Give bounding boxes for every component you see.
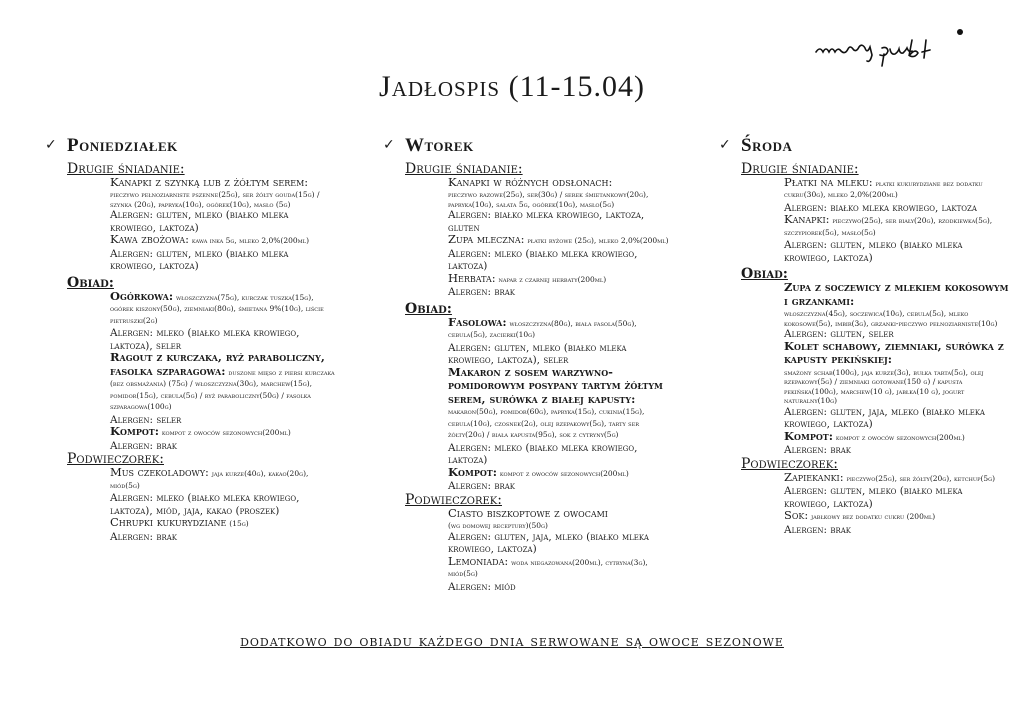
checkmark-icon: ✓	[383, 137, 395, 153]
meal-heading: Podwieczorek:	[67, 451, 164, 467]
menu-item	[448, 464, 673, 481]
allergen-note: Alergen: gluten, mleko (białko mleka krowiego, laktoza), seler	[448, 341, 627, 366]
allergen-note: Alergen: gluten, jaja, mleko (białko mleka krowiego, laktoza)	[448, 530, 649, 555]
ingredients: płatki ryżowe (25g), mleko 2,0%(200ml)	[527, 236, 669, 245]
day-name: Wtorek	[405, 135, 474, 156]
ingredients: pieczywo(25g), ser żółty(20g), ketchup(5g)	[846, 473, 996, 483]
allergen-note: Alergen: brak	[110, 439, 178, 452]
allergen-note: Alergen: brak	[784, 523, 852, 536]
ingredients: (15g)	[229, 519, 249, 528]
allergen-note: Alergen: miód	[448, 580, 516, 593]
menu-item	[784, 510, 1009, 524]
dish-name: Zupa mleczna:	[448, 232, 525, 246]
logo-script-mark	[816, 40, 930, 66]
allergen-note: Alergen: gluten, jaja, mleko (białko mleka krowiego, laktoza)	[784, 405, 985, 430]
allergen-note: Alergen: gluten, mleko (białko mleka krowiego, laktoza)	[110, 209, 289, 234]
day-header	[383, 135, 673, 156]
checkmark-icon: ✓	[719, 137, 731, 153]
menu-item	[110, 467, 335, 492]
dish-name: Makaron z sosem warzywno-pomidorowym posypany tartym żółtym serem, surówka z białej kapusty:	[448, 364, 663, 406]
meal-heading: Podwieczorek:	[741, 455, 838, 472]
ingredients: woda niegazowana(200ml), cytryna(3g), miód(5g)	[448, 557, 648, 578]
ingredients: włoszczyzna(45g), soczewica(10g), cebula(5g), mleko kokosowe(5g), imbir(3g), grzanki-pieczywo pełnoziarniste(10g)	[784, 309, 998, 328]
menu-item	[448, 270, 673, 287]
logo-dot	[957, 29, 963, 35]
menu-item	[110, 426, 335, 440]
dish-name: Kanapki w różnych odsłonach:	[448, 174, 613, 189]
menu-item	[448, 234, 673, 248]
menu-item	[784, 174, 1009, 202]
menu-item	[448, 505, 673, 522]
meal-heading: Podwieczorek:	[405, 491, 502, 508]
menu-item	[448, 364, 673, 442]
meal-heading: Drugie śniadanie:	[405, 160, 523, 177]
meal-heading: Obiad:	[741, 266, 788, 282]
menu-item	[784, 338, 1009, 368]
dish-name: Fasolowa:	[448, 314, 507, 329]
allergen-note: Alergen: brak	[784, 444, 852, 456]
allergen-note: Alergen: białko mleka krowiego, laktoza	[784, 201, 977, 214]
dish-name: Chrupki kukurydziane	[110, 515, 227, 529]
day-column-wednesday	[719, 135, 1009, 536]
allergen-note: Alergen: białko mleka krowiego, laktoza, gluten	[448, 209, 645, 234]
allergen-note: Alergen: brak	[110, 530, 178, 543]
ingredients: płatki kukurydziane bez dodatku cukru(30g), mleko 2,0%(200ml)	[784, 178, 983, 199]
checkmark-icon: ✓	[45, 137, 57, 153]
dish-name: Kompot:	[448, 464, 498, 479]
dish-name: Kanapki:	[784, 212, 830, 226]
menu-item	[784, 428, 1009, 445]
allergen-note: Alergen: brak	[448, 480, 516, 492]
ingredients: jabłkowy bez dodatku cukru (200ml)	[811, 512, 936, 521]
allergen-note: Alergen: gluten, mleko (białko mleka krowiego, laktoza)	[784, 485, 963, 510]
allergen-note: Alergen: mleko (białko mleka krowiego, laktoza)	[448, 441, 638, 466]
dish-name: Kawa zbożowa:	[110, 232, 190, 246]
meal-heading: Drugie śniadanie:	[67, 160, 185, 177]
menu-item	[784, 469, 1009, 486]
menu-item	[110, 174, 335, 191]
allergen-note: Alergen: gluten, mleko (białko mleka krowiego, laktoza)	[110, 247, 289, 272]
day-column-tuesday	[383, 135, 673, 593]
menu-item	[784, 214, 1009, 239]
ingredients: duszone mięso z piersi kurczaka (bez obsmażania) (75g) / włoszczyzna(30g), marchew(15g), pomidor(15g), cebula(5g) / ryż paraboliczny(50g) / fasolka szparagowa(100g)	[110, 367, 335, 411]
ingredients: pieczywo razowe(25g), ser(30g) / serek śmietankowy(20g), papryka(10g), sałata 5g, ogórek(10g), masło(5g)	[448, 190, 649, 209]
menu-item	[110, 288, 335, 328]
ingredients: jaja kurze(40g), kakao(20g), miód(5g)	[110, 469, 309, 490]
day-column-monday	[45, 135, 335, 543]
menu-item	[448, 553, 673, 581]
ingredients: włoszczyzna(80g), biała fasola(50g), cebula(5g), zacierki(10g)	[448, 318, 637, 339]
ingredients: napar z czarnej herbaty(200ml)	[498, 274, 607, 284]
dish-name: Lemoniada:	[448, 553, 509, 568]
footer-note: dodatkowo do obiadu każdego dnia serwowane są owoce sezonowe	[240, 632, 784, 650]
ingredients: (wg domowej receptury)(50g)	[448, 521, 548, 530]
allergen-note: Alergen: seler	[110, 413, 182, 426]
dish-name: Ragout z kurczaka, ryż paraboliczny, fasolka szparagowa:	[110, 350, 325, 378]
menu-item	[448, 174, 673, 191]
dish-name: Płatki na mleku:	[784, 174, 873, 189]
ingredients: kawa inka 5g, mleko 2,0%(200ml)	[191, 236, 309, 245]
allergen-note: Alergen: brak	[448, 286, 516, 298]
day-name: Poniedziałek	[67, 135, 178, 156]
allergen-note: Alergen: mleko (białko mleka krowiego, laktoza)	[448, 247, 638, 272]
dish-name: Zupa z soczewicy z mlekiem kokosowym i grzankami:	[784, 280, 1009, 308]
dish-name: Mus czekoladowy:	[110, 465, 209, 479]
dish-name: Kompot:	[784, 428, 834, 443]
menu-item	[110, 352, 335, 414]
meal-heading: Obiad:	[405, 300, 452, 317]
day-name: Środa	[741, 135, 793, 156]
dish-name: Sok:	[784, 508, 809, 522]
ingredients: kompot z owoców sezonowych(200ml)	[835, 432, 965, 442]
dish-name: Ogórkowa:	[110, 288, 174, 303]
allergen-note: Alergen: gluten, mleko (białko mleka krowiego, laktoza)	[784, 239, 963, 264]
allergen-note: Alergen: mleko (białko mleka krowiego, laktoza), seler	[110, 327, 300, 352]
meal-heading: Obiad:	[67, 274, 114, 291]
dish-name: Herbata:	[448, 270, 496, 285]
ingredients: pieczywo(25g), ser biały(20g), rzodkiewka(5g), szczypiorek(5g), masło(5g)	[784, 216, 993, 237]
menu-item	[448, 314, 673, 342]
ingredients: makaron(50g), pomidor(60g), papryka(15g), cukinia(15g), cebula(10g), czosnek(2g), olej rzepakowy(5g), tarty ser żółty(20g) / biała kapusta(95g), sok z cytryny(5g)	[448, 407, 645, 439]
dish-name: Ciasto biszkoptowe z owocami	[448, 505, 608, 520]
ingredients: smażony schab(100g), jaja kurze(3g), bułka tarta(5g), olej rzepakowy(5g) / ziemniaki gotowane(150 g) / kapusta pekińska(100g), marchew(10 g), jabłka(10 g), jogurt naturalny(10g)	[784, 367, 984, 405]
dish-name: Kanapki z szynką lub z żółtym serem:	[110, 174, 309, 189]
menu-item	[110, 234, 335, 248]
day-header	[45, 135, 335, 156]
ingredients: kompot z owoców sezonowych(200ml)	[161, 428, 291, 437]
day-header	[719, 135, 1009, 156]
brand-logo	[812, 22, 972, 68]
ingredients: włoszczyzna(75g), kurczak tuszka(15g), ogórek kiszony(50g), ziemniaki(80g), śmietana 9%(10g), liście pietruszki(2g)	[110, 292, 324, 325]
ingredients: pieczywo pełnoziarniste pszenne(25g), ser żółty gouda(15g) / szynka (20g), papryka(10g), ogórek(10g), masło (5g)	[110, 190, 320, 209]
allergen-note: Alergen: mleko (białko mleka krowiego, laktoza), miód, jaja, kakao (proszek)	[110, 492, 300, 517]
meal-heading: Drugie śniadanie:	[741, 160, 859, 177]
page-title: Jadłospis (11-15.04)	[379, 70, 645, 103]
ingredients: kompot z owoców sezonowych(200ml)	[499, 468, 629, 478]
menu-item	[110, 517, 335, 531]
allergen-note: Alergen: gluten, seler	[784, 328, 894, 340]
menu-item	[784, 282, 1009, 309]
dish-name: Zapiekanki:	[784, 469, 844, 484]
dish-name: Kolet schabowy, ziemniaki, surówka z kapusty pekińskiej:	[784, 338, 1004, 366]
dish-name: Kompot:	[110, 424, 160, 438]
